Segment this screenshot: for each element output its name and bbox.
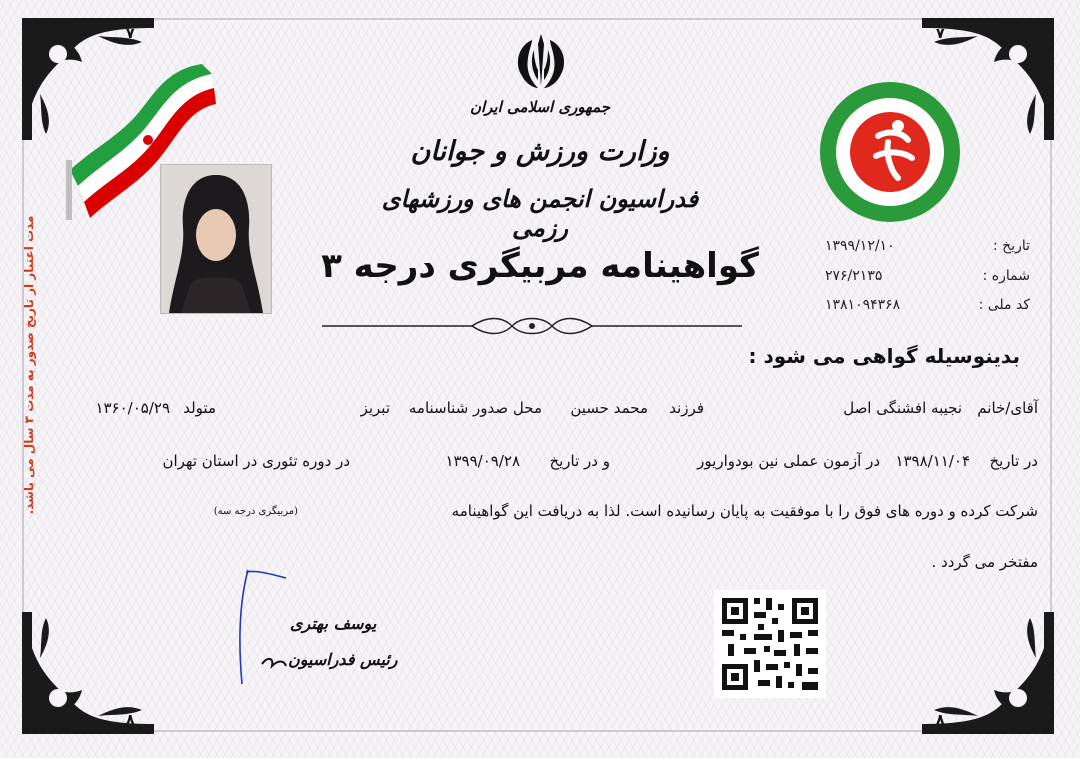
validity-text: مدت اعتبار از تاریخ صدور به مدت ۳ سال می باشد. xyxy=(22,215,36,515)
completion-text: شرکت کرده و دوره های فوق را با موفقیت به پایان رسانیده است. لذا به دریافت این گواهینامه xyxy=(451,502,1038,520)
national-id-value: ۱۳۸۱۰۹۴۳۶۸ xyxy=(825,297,901,313)
iran-emblem-icon xyxy=(508,30,574,92)
header-ministry: وزارت ورزش و جوانان xyxy=(410,136,670,167)
father-label: فرزند xyxy=(669,399,704,417)
signatory-role: رئیس فدراسیون xyxy=(288,650,398,669)
practical-text: در آزمون عملی نین بودواریور xyxy=(697,452,880,470)
qr-code-icon xyxy=(714,590,826,698)
certificate-title: گواهینامه مربیگری درجه ۳ xyxy=(321,246,759,286)
federation-logo-icon xyxy=(818,80,962,224)
date-label: تاریخ : xyxy=(992,238,1030,254)
birth-value: ۱۳۶۰/۰۵/۲۹ xyxy=(95,399,170,417)
validity-side-note xyxy=(14,200,44,530)
theory-date-label: و در تاریخ xyxy=(549,452,610,470)
number-label: شماره : xyxy=(982,268,1030,284)
issue-place-value: تبریز xyxy=(360,399,390,417)
national-id-field xyxy=(825,297,1030,317)
intro-text: بدینوسیله گواهی می شود : xyxy=(748,344,1020,368)
issue-place-label: محل صدور شناسنامه xyxy=(408,399,542,417)
number-field xyxy=(825,268,1030,288)
theory-date: ۱۳۹۹/۰۹/۲۸ xyxy=(445,452,520,470)
header-republic: جمهوری اسلامی ایران xyxy=(469,98,611,116)
theory-text: در دوره تئوری در استان تهران xyxy=(162,452,350,470)
ornamental-divider xyxy=(322,316,742,336)
corner-digit-top-left: ۷ xyxy=(126,26,135,42)
national-id-label: کد ملی : xyxy=(978,297,1030,313)
corner-ornament-bottom-left xyxy=(18,608,158,738)
father-value: محمد حسین xyxy=(570,399,648,417)
practical-prefix: در تاریخ xyxy=(989,452,1038,470)
corner-digit-bottom-right: ۸ xyxy=(936,712,945,728)
header-federation: فدراسیون انجمن های ورزشهای رزمی xyxy=(381,184,699,242)
corner-digit-bottom-left: ۸ xyxy=(126,712,135,728)
practical-date: ۱۳۹۸/۱۱/۰۴ xyxy=(895,452,970,470)
birth-label: متولد xyxy=(183,399,216,417)
completion-note: (مربیگری درجه سه) xyxy=(213,506,298,517)
date-value: ۱۳۹۹/۱۲/۱۰ xyxy=(825,238,895,254)
signatory-name: یوسف بهتری xyxy=(290,614,377,633)
name-label: آقای/خانم xyxy=(977,399,1038,417)
corner-digit-top-right: ۷ xyxy=(936,26,945,42)
number-value: ۲۷۶/۲۱۳۵ xyxy=(825,268,883,284)
holder-photo xyxy=(160,164,272,314)
name-value: نجیبه افشنگی اصل xyxy=(843,399,962,417)
closing-text: مفتخر می گردد . xyxy=(931,553,1038,571)
date-field xyxy=(825,238,1030,258)
